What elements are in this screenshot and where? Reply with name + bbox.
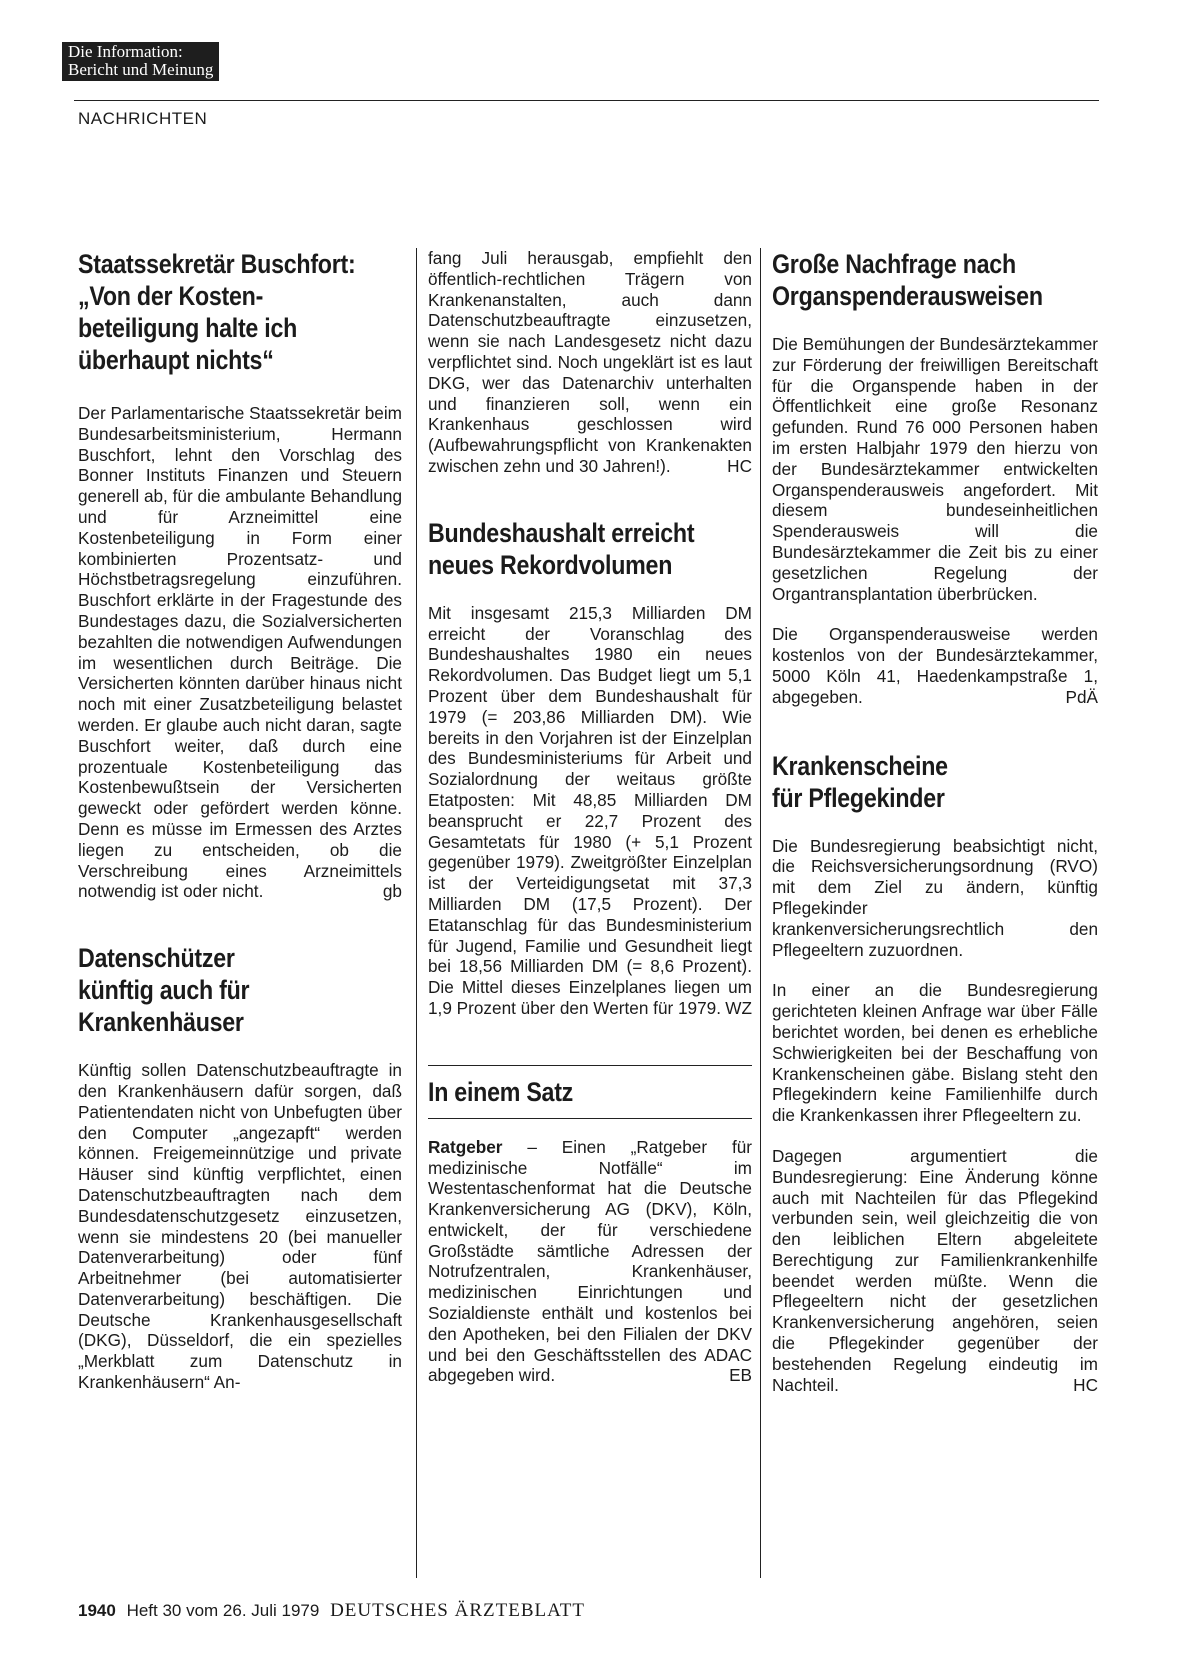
column-3 bbox=[772, 248, 1098, 1395]
author-sign: PdÄ bbox=[1065, 686, 1098, 707]
headline-line: Krankenscheine bbox=[772, 750, 948, 781]
author-sign: HC bbox=[1073, 1374, 1098, 1395]
lead-word: Ratgeber bbox=[428, 1136, 503, 1157]
headline-line: überhaupt nichts“ bbox=[78, 345, 274, 375]
article-body-organspende-2 bbox=[772, 624, 1098, 707]
column-2 bbox=[428, 248, 752, 1386]
article-body-krankenscheine-2: In einer an die Bundesregierung gerichteten kleinen Anfrage war über Fälle berichtet worden, bei denen es erhebliche Schwierigkeiten bei der Beschaffung von Krankenscheinen gäbe. Bislang steht den Pflegekindern keine Familienhilfe durch die Krankenkassen ihrer Pflegeeltern zu. bbox=[772, 980, 1098, 1126]
headline-in-einem-satz: In einem Satz bbox=[428, 1076, 574, 1107]
article-body-bundeshaushalt bbox=[428, 603, 752, 1019]
body-text: Der Parlamentarische Staatssekretär beim Bundesarbeitsministerium, Hermann Buschfort, lehnt den Vorschlag des Bonner Instituts Finanzen und Steuern generell ab, für die ambulante Behandlung und für Arzneimittel eine Kostenbeteiligung in Form einer kombinierten Prozentsatz- und Höchstbetragsregelung einzuführen. Buschfort erklärte in der Fragestunde des Bundestages dazu, die Sozialversicherten bezahlten die notwendigen Aufwendungen im wesentlichen durch Beiträge. Die Versicherten könnten darüber hinaus nicht noch mit einer Zusatzbeteiligung belastet werden. Er glaube auch nicht daran, sagte Buschfort weiter, daß durch eine prozentuale Kostenbeteiligung das Kostenbewußtsein der Versicherten geweckt oder gefördert werden könne. Denn es müsse im Ermessen des Arztes liegen zu entscheiden, ob die Verschreibung eines Arzneimittels notwendig ist oder nicht. bbox=[78, 403, 402, 902]
journal-name: DEUTSCHES ÄRZTEBLATT bbox=[330, 1600, 585, 1621]
headline-line: Staatssekretär Buschfort: bbox=[78, 249, 356, 279]
article-body-buschfort bbox=[78, 403, 402, 902]
section-label-line1: Die Information: bbox=[68, 42, 183, 61]
body-text: Die Organspenderausweise werden kostenlos von der Bundesärztekammer, 5000 Köln 41, Haedenkampstraße 1, abgegeben. bbox=[772, 624, 1098, 707]
headline-line: beteiligung halte ich bbox=[78, 313, 298, 343]
body-text: Dagegen argumentiert die Bundesregierung: Eine Änderung könne auch mit Nachteilen für das Pflegekind verbunden sein, weil gleichzeitig die von den leiblichen Eltern abgeleitete Berechtigung zur Familienkrankenhilfe beendet werden müßte. Wenn die Pflegeeltern nicht der gesetzlichen Krankenversicherung angehören, seien die Pflegekinder gegenüber der bestehenden Regelung eindeutig im Nachteil. bbox=[772, 1145, 1098, 1395]
author-sign: EB bbox=[729, 1365, 752, 1386]
article-body-krankenscheine-1: Die Bundesregierung beabsichtigt nicht, die Reichsversicherungsordnung (RVO) mit dem Ziel zu ändern, künftig Pflegekinder krankenversicherungsrechtlich den Pflegeeltern zuzuordnen. bbox=[772, 835, 1098, 960]
headline-line: Organspenderausweisen bbox=[772, 281, 1043, 311]
column-rule-1 bbox=[416, 248, 417, 1578]
headline-krankenscheine bbox=[772, 750, 1097, 814]
headline-line: Krankenhäuser bbox=[78, 1007, 244, 1038]
headline-buschfort bbox=[78, 248, 401, 376]
column-1 bbox=[78, 248, 402, 1393]
page-number: 1940 bbox=[78, 1601, 116, 1620]
headline-line: künftig auch für bbox=[78, 975, 250, 1006]
author-sign: HC bbox=[727, 455, 752, 476]
top-rule bbox=[74, 100, 1099, 101]
headline-line: für Pflegekinder bbox=[772, 782, 945, 813]
headline-line: Datenschützer bbox=[78, 943, 235, 974]
headline-line: Große Nachfrage nach bbox=[772, 249, 1016, 279]
headline-datenschuetzer bbox=[78, 942, 401, 1038]
body-text: – Einen „Ratgeber für medizinische Notfälle“ im Westentaschenformat hat die Deutsche Krankenversicherung AG (DKV), Köln, entwickelt, der für verschiedene Großstädte sämtliche Adressen der Notrufzentralen, Krankenhäuser, medizinischen Einrichtungen und Sozialdienste enthält und kostenlos bei den Apotheken, bei den Filialen der DKV und bei den Geschäftsstellen des ADAC abgegeben wird. bbox=[428, 1136, 752, 1386]
column-rule-2 bbox=[760, 248, 761, 1578]
article-body-datenschuetzer-part1: Künftig sollen Datenschutzbeauftragte in den Krankenhäusern dafür sorgen, daß Patientendaten nicht von Unbefugten über den Computer „angezapft“ werden können. Freigemeinnützige und private Häuser sind künftig verpflichtet, einen Datenschutzbeauftragten nach dem Bundesdatenschutzgesetz einzusetzen, wenn sie mindestens 20 (bei manueller Datenverarbeitung) oder fünf Arbeitnehmer (bei automatisierter Datenverarbeitung) beschäftigen. Die Deutsche Krankenhausgesellschaft (DKG), Düsseldorf, die ein spezielles „Merkblatt zum Datenschutz in Krankenhäusern“ An- bbox=[78, 1060, 402, 1393]
body-text: Mit insgesamt 215,3 Milliarden DM erreicht der Voranschlag des Bundeshaushaltes 1980 ein neues Rekordvolumen. Das Budget liegt um 5,1 Prozent über dem Bundeshaushalt für 1979 (= 203,86 Milliarden DM). Wie bereits in den Vorjahren ist der Einzelplan des Bundesministeriums für Arbeit und Sozialordnung der weitaus größte Etatposten: Mit 48,85 Milliarden DM beansprucht er 22,7 Prozent des Gesamtetats für 1980 (+ 5,1 Prozent gegenüber 1979). Zweitgrößter Einzelplan ist der Verteidigungsetat mit 37,3 Milliarden DM (17,5 Prozent). Der Etatanschlag für das Bundesministerium für Jugend, Familie und Gesundheit liegt bei 18,56 Milliarden DM (= 8,6 Prozent). Die Mittel dieses Einzelplanes liegen um 1,9 Prozent über den Werten für 1979. bbox=[428, 602, 752, 1018]
article-body-datenschuetzer-part2 bbox=[428, 248, 752, 477]
page-footer bbox=[78, 1600, 585, 1622]
article-body-in-einem-satz bbox=[428, 1137, 752, 1387]
headline-line: Bundeshaushalt erreicht bbox=[428, 517, 695, 548]
author-sign: WZ bbox=[725, 997, 752, 1018]
headline-line: „Von der Kosten- bbox=[78, 281, 264, 311]
author-sign: gb bbox=[382, 881, 402, 902]
section-rule-bottom bbox=[428, 1118, 752, 1119]
section-label bbox=[62, 42, 219, 81]
section-rule-top bbox=[428, 1065, 752, 1066]
section-title: NACHRICHTEN bbox=[78, 109, 208, 128]
article-body-krankenscheine-3 bbox=[772, 1146, 1098, 1396]
issue-info: Heft 30 vom 26. Juli 1979 bbox=[126, 1601, 320, 1620]
headline-bundeshaushalt bbox=[428, 517, 751, 581]
section-label-line2: Bericht und Meinung bbox=[68, 60, 214, 79]
body-text: fang Juli herausgab, empfiehlt den öffentlich-rechtlichen Trägern von Krankenanstalten, auch dann Datenschutzbeauftragte einzusetzen, wenn sie nach Landesgesetz nicht dazu verpflichtet sind. Noch ungeklärt ist es laut DKG, wer das Datenarchiv unterhalten und finanzieren soll, wenn ein Krankenhaus geschlossen wird (Aufbewahrungspflicht von Krankenakten zwischen zehn und 30 Jahren!). bbox=[428, 248, 752, 476]
headline-organspende bbox=[772, 248, 1097, 312]
headline-line: neues Rekordvolumen bbox=[428, 549, 673, 580]
article-body-organspende-1: Die Bemühungen der Bundesärztekammer zur Förderung der freiwilligen Bereitschaft für die Organspende haben in der Öffentlichkeit eine große Resonanz gefunden. Rund 76 000 Personen haben im ersten Halbjahr 1979 den hierzu von der Bundesärztekammer entwickelten Organspenderausweis angefordert. Mit diesem bundeseinheitlichen Spenderausweis will die Bundesärztekammer die Zeit bis zu einer gesetzlichen Regelung der Organtransplantation überbrücken. bbox=[772, 334, 1098, 604]
